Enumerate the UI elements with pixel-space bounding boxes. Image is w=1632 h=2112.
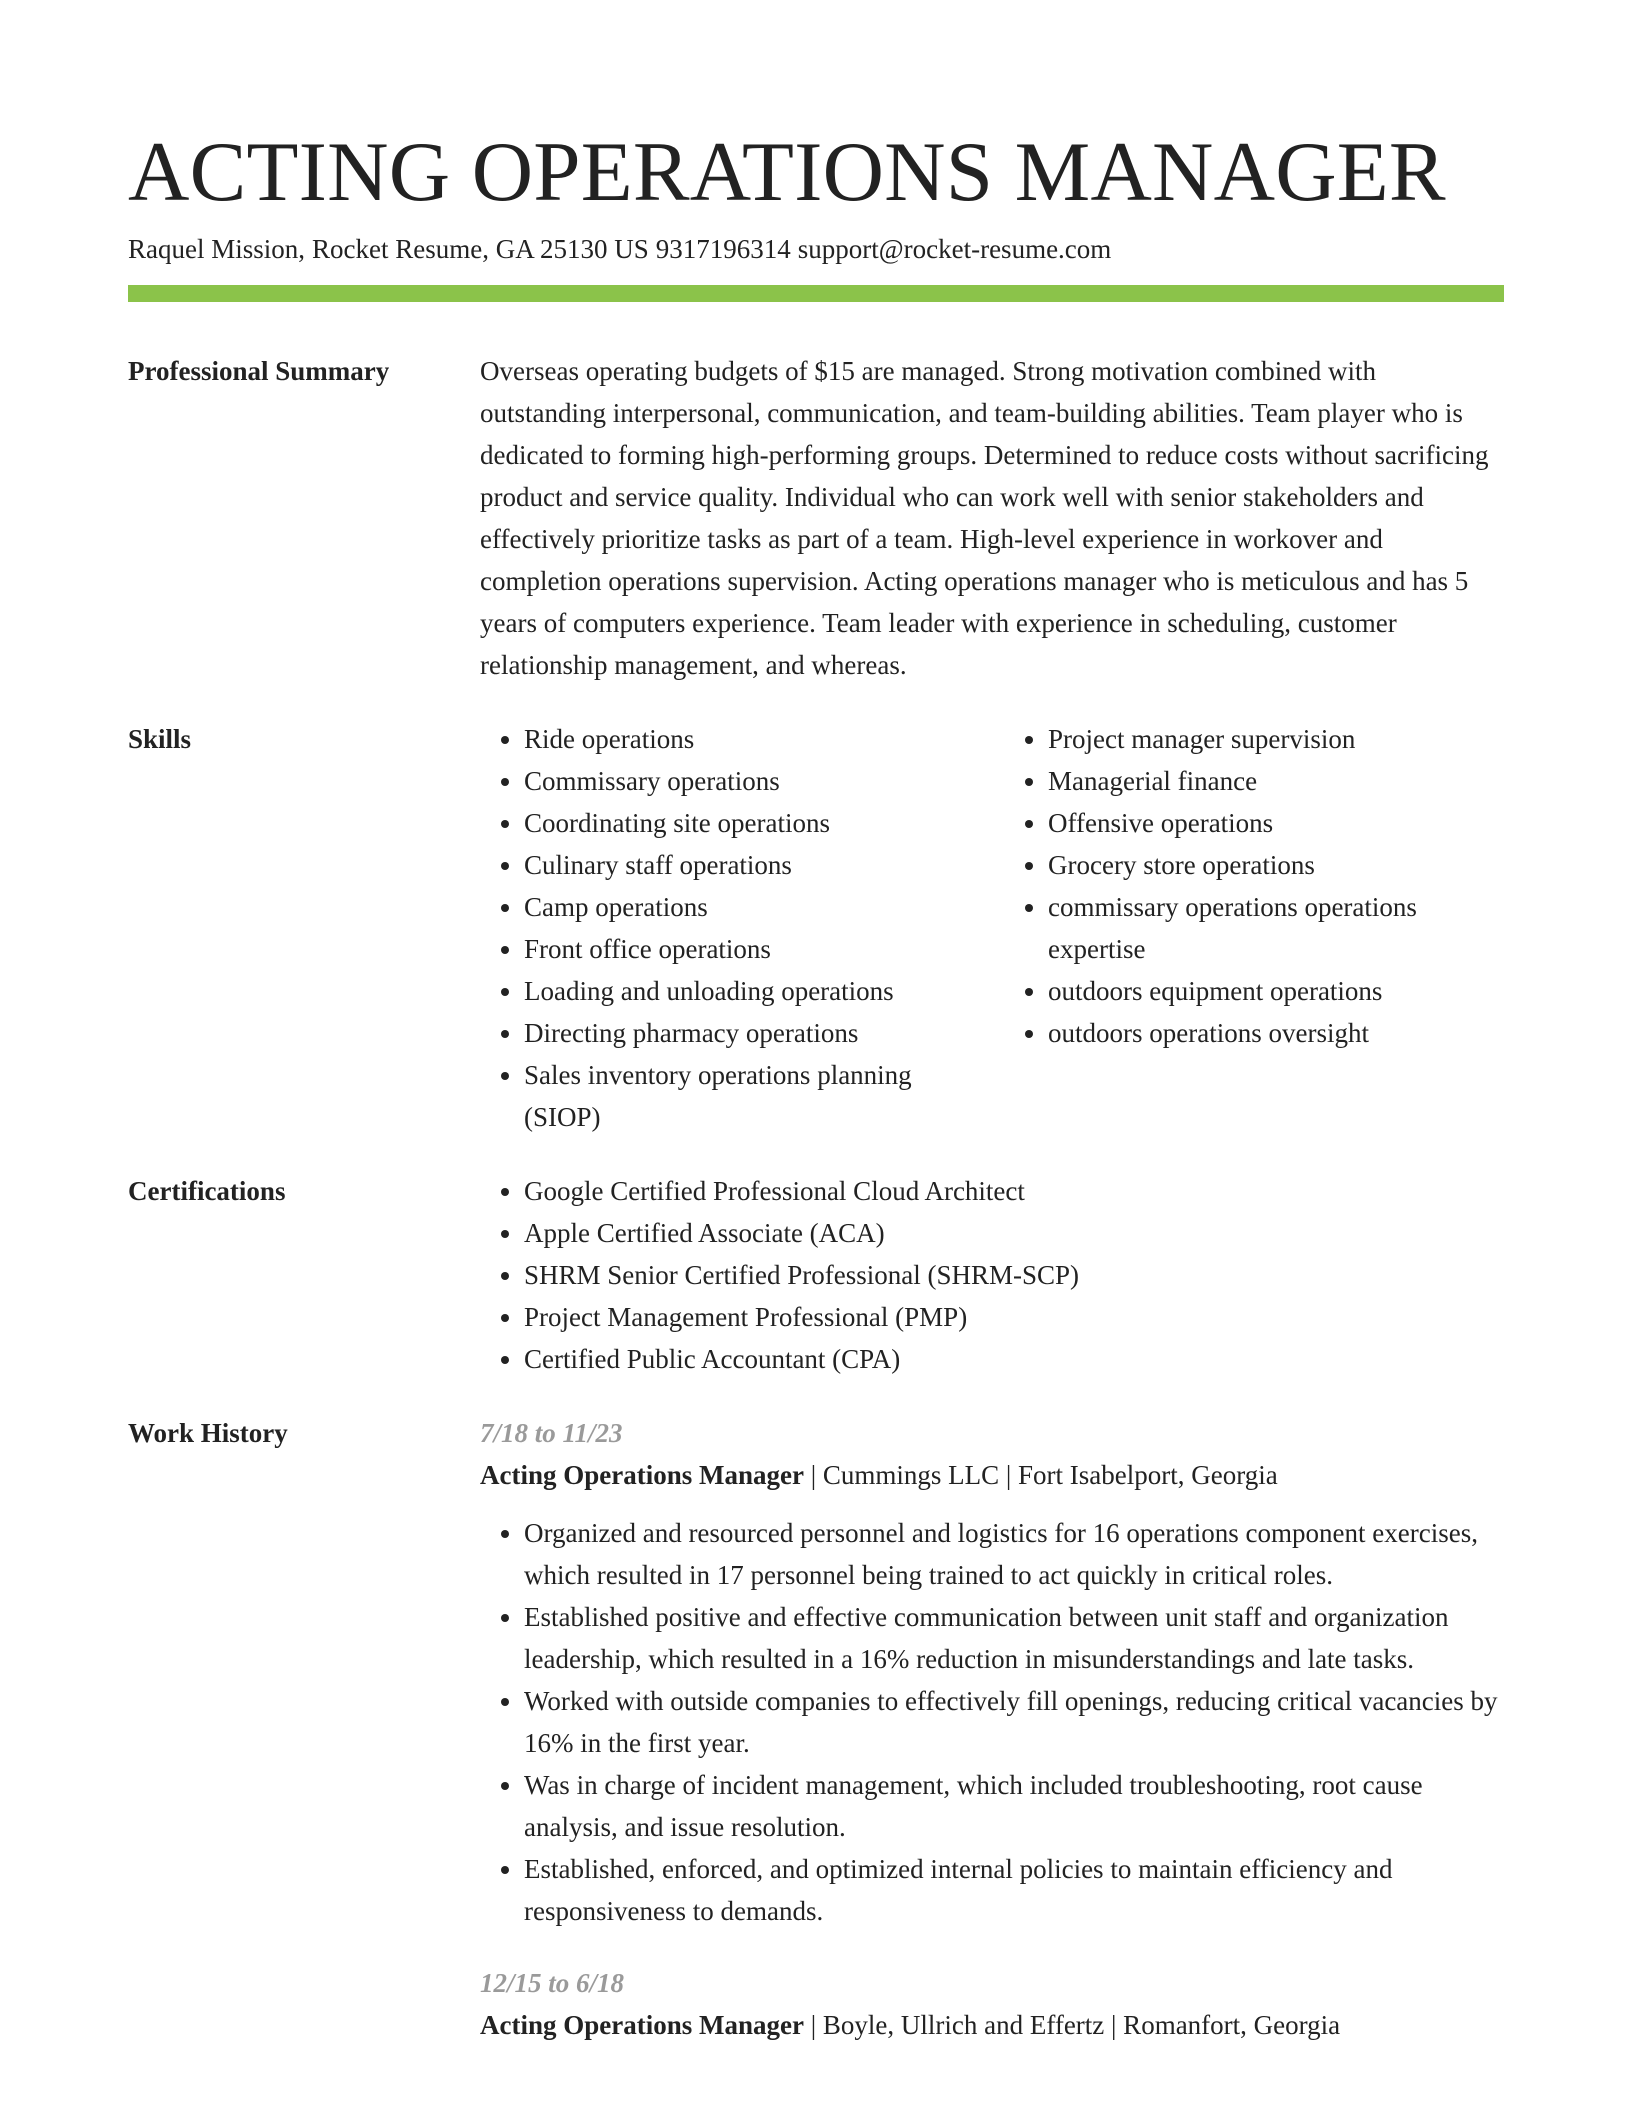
skill-item: • Grocery store operations [1048, 844, 1468, 886]
skills-heading: Skills [128, 724, 192, 754]
job-title: Acting Operations Manager [480, 1460, 804, 1490]
skill-item: • Culinary staff operations [524, 844, 984, 886]
skill-item: • Directing pharmacy operations [524, 1012, 984, 1054]
summary-text: Overseas operating budgets of $15 are managed. Strong motivation combined with outstanding interpersonal, communication, and team-building abilities. Team player who is dedicated to forming high-performing groups. Determined to reduce costs without sacrificing product and service quality. Individual who can work well with senior stakeholders and effectively prioritize tasks as part of a team. High-level experience in workover and completion operations supervision. Acting operations manager who is meticulous and has 5 years of computers experience. Team leader with experience in scheduling, customer relationship management, and whereas. [480, 356, 1489, 680]
skill-item: • Sales inventory operations planning (SIOP) [524, 1054, 984, 1138]
skill-item: • outdoors equipment operations [1048, 970, 1468, 1012]
job-company-location: | Boyle, Ullrich and Effertz | Romanfort, Georgia [803, 2010, 1341, 2040]
skill-item: • Camp operations [524, 886, 984, 928]
skill-item: • commissary operations operations expertise [1048, 886, 1468, 970]
job-bullet: • Was in charge of incident management, which included troubleshooting, root cause analysis, and issue resolution. [524, 1764, 1504, 1848]
skill-item: • Ride operations [524, 718, 984, 760]
skill-item: • Project manager supervision [1048, 718, 1468, 760]
skill-item: • outdoors operations oversight [1048, 1012, 1468, 1054]
job-title: Acting Operations Manager [480, 2010, 804, 2040]
job-company-location: | Cummings LLC | Fort Isabelport, Georgia [803, 1460, 1278, 1490]
job-bullet: • Worked with outside companies to effectively fill openings, reducing critical vacancies by 16% in the first year. [524, 1680, 1504, 1764]
certifications-list [480, 1170, 1504, 1380]
certification-item: • Project Management Professional (PMP) [524, 1296, 1504, 1338]
skills-body [480, 718, 1504, 1138]
certification-item: • Certified Public Accountant (CPA) [524, 1338, 1504, 1380]
accent-divider [128, 285, 1504, 302]
skill-item: • Managerial finance [1048, 760, 1468, 802]
contact-phone: 9317196314 [655, 234, 791, 264]
skills-list-column-2 [1004, 718, 1468, 1138]
work-history-body [480, 1412, 1504, 2062]
contact-line [128, 230, 1111, 268]
summary-heading: Professional Summary [128, 356, 390, 386]
job-heading [480, 2004, 1504, 2046]
certification-item: • Apple Certified Associate (ACA) [524, 1212, 1504, 1254]
contact-name: Raquel Mission, [128, 234, 306, 264]
skill-item: • Commissary operations [524, 760, 984, 802]
certifications-body [480, 1170, 1504, 1380]
skills-list-column-1 [480, 718, 984, 1138]
resume-title: ACTING OPERATIONS MANAGER [128, 125, 1446, 219]
job-entry [480, 1412, 1504, 1932]
skill-item: • Offensive operations [1048, 802, 1468, 844]
certification-item: • Google Certified Professional Cloud Architect [524, 1170, 1504, 1212]
job-dates: 7/18 to 11/23 [480, 1418, 623, 1448]
job-bullet: • Established positive and effective communication between unit staff and organization leadership, which resulted in a 16% reduction in misunderstandings and late tasks. [524, 1596, 1504, 1680]
job-entry [480, 1962, 1504, 2046]
summary-body [480, 350, 1504, 686]
job-heading [480, 1454, 1504, 1496]
skill-item: • Coordinating site operations [524, 802, 984, 844]
skill-item: • Front office operations [524, 928, 984, 970]
skills-columns [480, 718, 1504, 1138]
job-bullet: • Organized and resourced personnel and logistics for 16 operations component exercises, which resulted in 17 personnel being trained to act quickly in critical roles. [524, 1512, 1504, 1596]
job-bullets [480, 1512, 1504, 1932]
contact-email: support@rocket-resume.com [797, 234, 1112, 264]
certification-item: • SHRM Senior Certified Professional (SHRM-SCP) [524, 1254, 1504, 1296]
contact-location: Rocket Resume, GA 25130 US [312, 234, 649, 264]
job-bullet: • Established, enforced, and optimized internal policies to maintain efficiency and responsiveness to demands. [524, 1848, 1504, 1932]
certifications-heading: Certifications [128, 1176, 286, 1206]
job-dates: 12/15 to 6/18 [480, 1968, 625, 1998]
work-history-heading: Work History [128, 1418, 288, 1448]
skill-item: • Loading and unloading operations [524, 970, 984, 1012]
